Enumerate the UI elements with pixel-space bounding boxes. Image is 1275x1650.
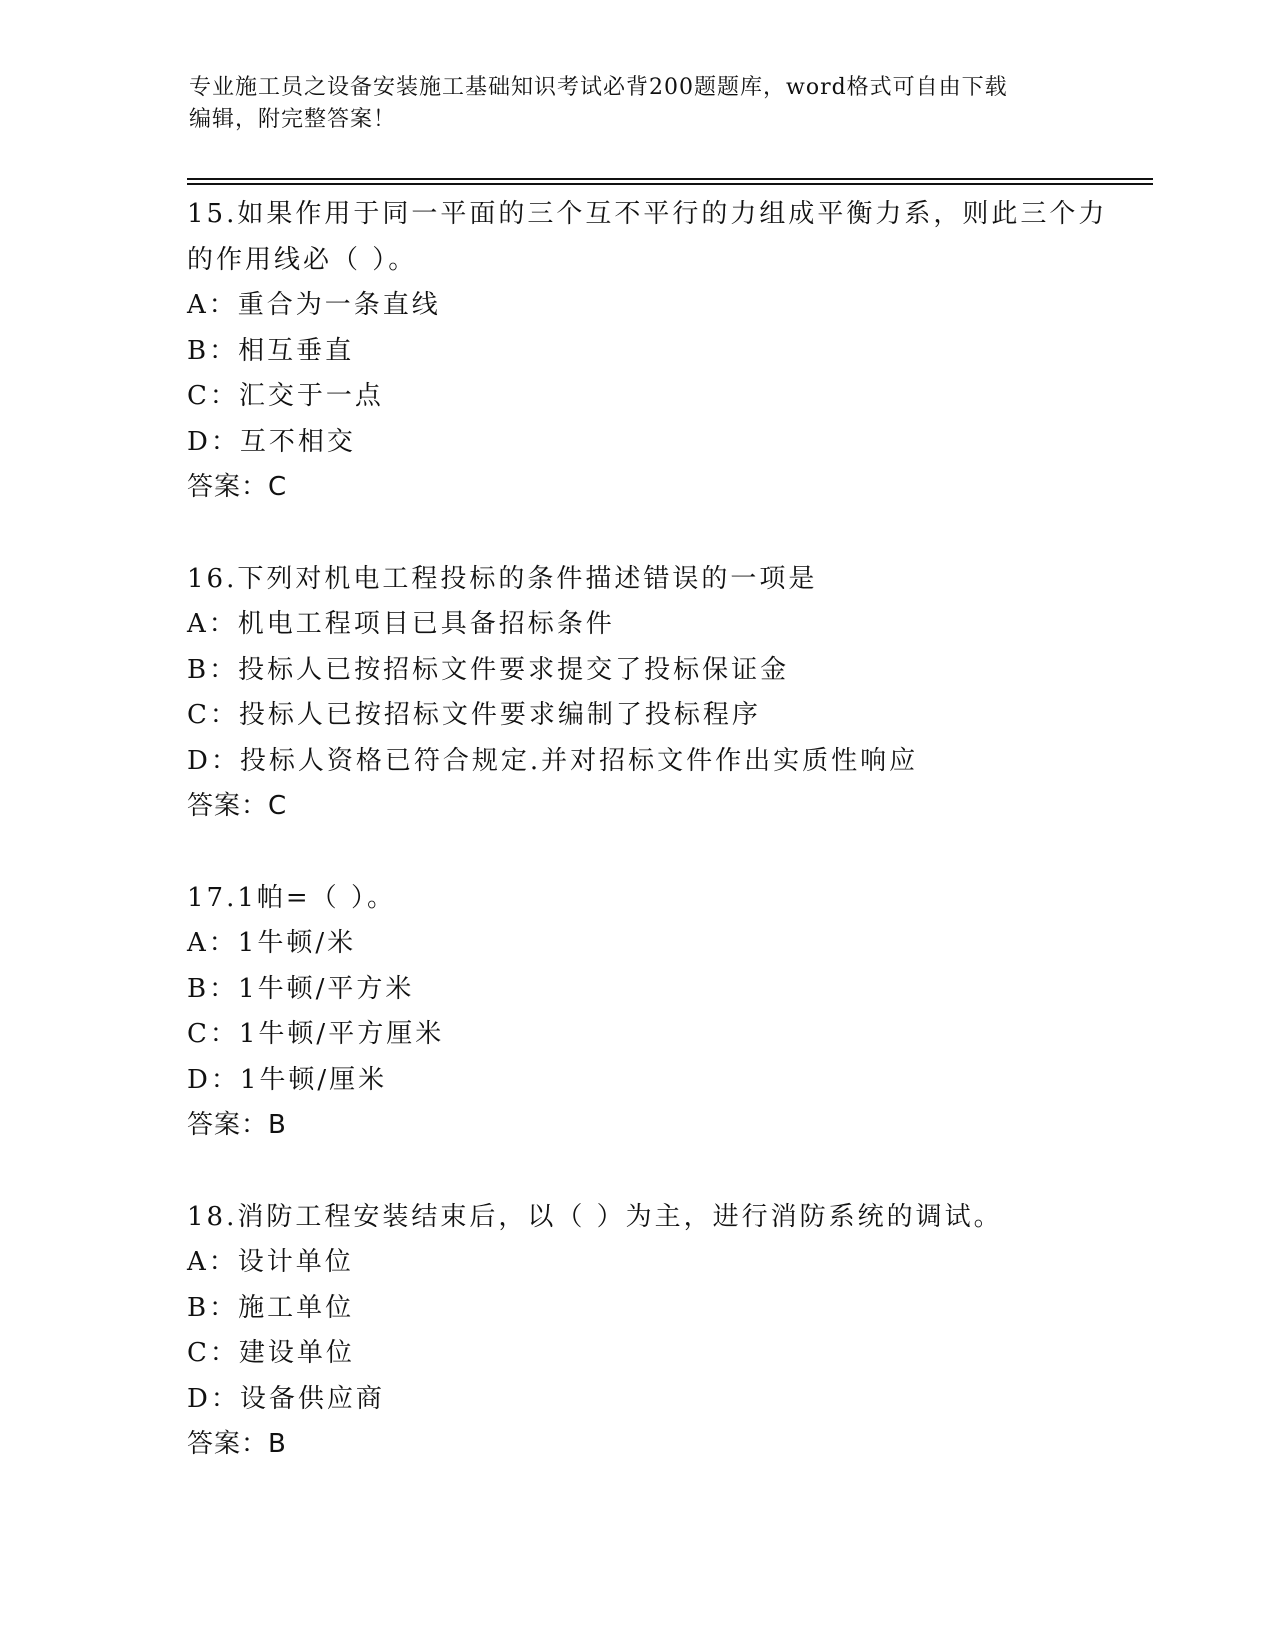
option-a: A：重合为一条直线 bbox=[187, 290, 441, 320]
question-stem: 15.如果作用于同一平面的三个互不平行的力组成平衡力系，则此三个力的作用线必（ ）。 bbox=[187, 199, 1108, 275]
option-a: A：1牛顿/米 bbox=[187, 928, 357, 958]
option-a: A：设计单位 bbox=[187, 1247, 354, 1277]
header-line-2: 编辑，附完整答案！ bbox=[189, 107, 397, 132]
answer: 答案：B bbox=[187, 1110, 287, 1140]
option-b: B：施工单位 bbox=[187, 1292, 355, 1323]
question-17 bbox=[187, 876, 1127, 1149]
option-c: C：建设单位 bbox=[187, 1338, 355, 1368]
question-15 bbox=[187, 192, 1127, 511]
option-b: B：投标人已按招标文件要求提交了投标保证金 bbox=[187, 654, 790, 685]
answer: 答案：C bbox=[187, 791, 288, 821]
option-c: C：1牛顿/平方厘米 bbox=[187, 1019, 445, 1049]
option-d: D：互不相交 bbox=[187, 426, 356, 457]
header-line-1: 专业施工员之设备安装施工基础知识考试必背200题题库，word格式可自由下载 bbox=[189, 75, 1008, 100]
answer: 答案：C bbox=[187, 472, 288, 502]
question-list bbox=[187, 192, 1127, 1514]
question-stem: 18.消防工程安装结束后，以（ ）为主，进行消防系统的调试。 bbox=[187, 1201, 1003, 1232]
option-b: B：1牛顿/平方米 bbox=[187, 973, 415, 1004]
option-a: A：机电工程项目已具备招标条件 bbox=[187, 609, 615, 639]
question-stem: 16.下列对机电工程投标的条件描述错误的一项是 bbox=[187, 563, 818, 594]
question-16 bbox=[187, 557, 1127, 830]
option-c: C：投标人已按招标文件要求编制了投标程序 bbox=[187, 700, 761, 730]
document-header bbox=[189, 72, 1069, 136]
header-divider-top bbox=[187, 178, 1153, 180]
answer: 答案：B bbox=[187, 1429, 287, 1459]
question-18 bbox=[187, 1195, 1127, 1468]
option-b: B：相互垂直 bbox=[187, 335, 355, 366]
question-stem: 17.1帕=（ ）。 bbox=[187, 882, 396, 913]
header-divider-bottom bbox=[187, 183, 1153, 185]
option-d: D：设备供应商 bbox=[187, 1383, 385, 1414]
option-c: C：汇交于一点 bbox=[187, 381, 384, 411]
option-d: D：1牛顿/厘米 bbox=[187, 1064, 388, 1095]
option-d: D：投标人资格已符合规定.并对招标文件作出实质性响应 bbox=[187, 745, 919, 776]
